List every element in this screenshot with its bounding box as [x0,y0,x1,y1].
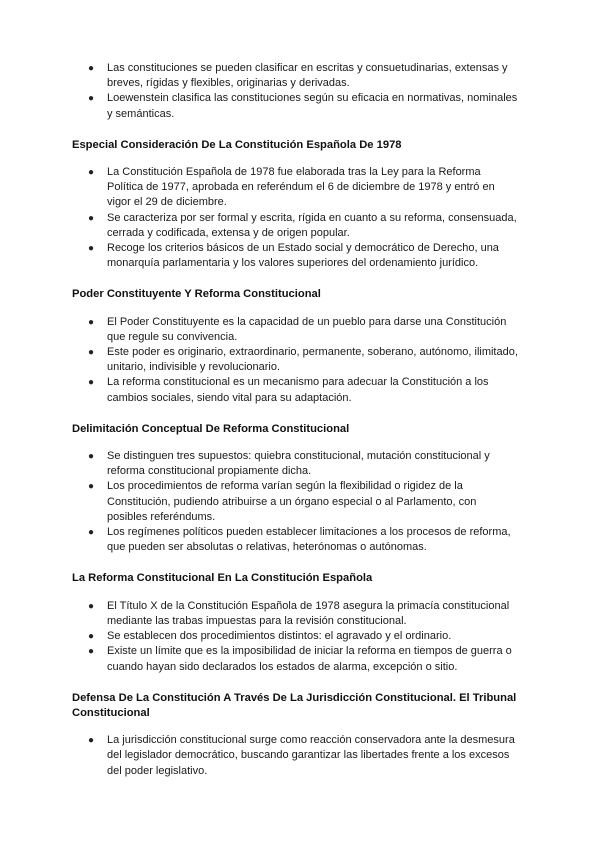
section-bullet-list [72,733,518,779]
list-item: ● Los procedimientos de reforma varían según la flexibilidad o rigidez de la Constitución, pudiendo atribuirse a un órgano especial o al Parlamento, con posibles referéndums. [88,480,477,523]
section-jurisdiccion-constitucional [72,691,518,779]
bullet-icon: ● [88,631,95,643]
list-item: ● El Título X de la Constitución Española de 1978 asegura la primacía constitucional mediante las trabas impuestas para la revisión constitucional. [88,599,510,627]
list-item: ● La Constitución Española de 1978 fue elaborada tras la Ley para la Reforma Política de 1977, aprobada en referéndum el 6 de diciembre de 1978 y entró en vigor el 29 de diciembre. [88,166,495,209]
bullet-icon: ● [88,63,95,74]
section-constitucion-1978 [72,138,518,272]
bullet-icon: ● [88,527,95,539]
bullet-icon: ● [88,481,95,493]
list-item: ● Este poder es originario, extraordinario, permanente, soberano, autónomo, ilimitado, unitario, indivisible y revolucionario. [88,346,518,374]
section-bullet-list [72,599,518,675]
bullet-icon: ● [88,377,95,389]
section-heading: Delimitación Conceptual De Reforma Constitucional [72,422,350,435]
list-item: ● Los regímenes políticos pueden establecer limitaciones a los procesos de reforma, que pueden ser absolutas o relativas, heterónomas o autónomas. [88,526,511,554]
bullet-icon: ● [88,347,95,359]
section-heading: Especial Consideración De La Constitución Española De 1978 [72,138,402,151]
bullet-icon: ● [88,451,95,463]
section-poder-constituyente [72,287,518,405]
section-heading: Poder Constituyente Y Reforma Constitucional [72,288,321,301]
list-item: ● Loewenstein clasifica las constituciones según su eficacia en normativas, nominales y semánticas. [88,92,518,120]
list-item: ● Las constituciones se pueden clasificar en escritas y consuetudinarias, extensas y breves, rígidas y flexibles, originarias y derivadas. [88,62,508,90]
list-item: ● La jurisdicción constitucional surge como reacción conservadora ante la desmesura del legislador democrático, buscando garantizar las libertades frente a los excesos del poder legislativo. [88,734,515,777]
section-heading: Defensa De La Constitución A Través De La Jurisdicción Constitucional. El Tribunal Constitucional [72,691,517,719]
bullet-icon: ● [88,93,95,105]
section-heading: La Reforma Constitucional En La Constitución Española [72,572,373,585]
bullet-icon: ● [88,600,95,612]
intro-bullet-list [72,61,518,122]
bullet-icon: ● [88,735,95,747]
list-item: ● Se distinguen tres supuestos: quiebra constitucional, mutación constitucional y reforma constitucional propiamente dicha. [88,450,490,478]
section-delimitacion-conceptual [72,422,518,556]
bullet-icon: ● [88,316,95,328]
list-item: ● Se establecen dos procedimientos distintos: el agravado y el ordinario. [72,629,518,644]
bullet-icon: ● [88,167,95,179]
list-item: ● Existe un límite que es la imposibilidad de iniciar la reforma en tiempos de guerra o cuando hayan sido declarados los estados de alarma, excepción o sitio. [88,645,512,673]
list-item: ● Se caracteriza por ser formal y escrita, rígida en cuanto a su reforma, consensuada, cerrada y codificada, extensa y de origen popular. [88,211,517,239]
section-bullet-list [72,315,518,406]
section-reforma-ce [72,571,518,674]
bullet-icon: ● [88,243,95,255]
list-item: ● Recoge los criterios básicos de un Estado social y democrático de Derecho, una monarquía parlamentaria y los valores superiores del ordenamiento jurídico. [88,242,499,270]
list-item: ● La reforma constitucional es un mecanismo para adecuar la Constitución a los cambios sociales, siendo vital para su adaptación. [88,376,489,404]
section-bullet-list [72,165,518,271]
list-item: ● El Poder Constituyente es la capacidad de un pueblo para darse una Constitución que regule su convivencia. [88,315,507,343]
bullet-icon: ● [88,212,95,224]
section-bullet-list [72,449,518,555]
bullet-icon: ● [88,646,95,658]
